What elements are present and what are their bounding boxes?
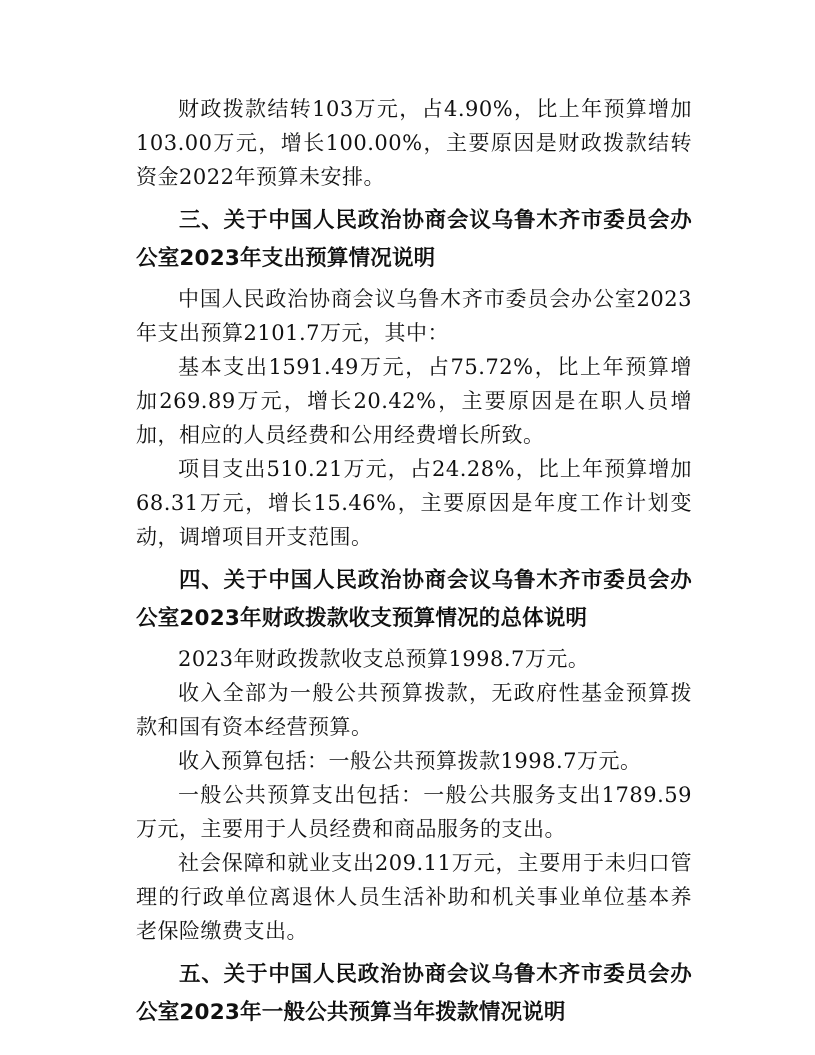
- section-heading-expenditure-budget: 三、关于中国人民政治协商会议乌鲁木齐市委员会办公室2023年支出预算情况说明: [136, 208, 692, 271]
- paragraph-income-composition: 收入全部为一般公共预算拨款，无政府性基金预算拨款和国有资本经营预算。: [136, 681, 692, 739]
- document-body: [136, 92, 692, 1036]
- section-heading-current-year-appropriation: 五、关于中国人民政治协商会议乌鲁木齐市委员会办公室2023年一般公共预算当年拨款情况说明: [136, 962, 692, 1025]
- paragraph-public-service-expenditure: 一般公共预算支出包括：一般公共服务支出1789.59万元，主要用于人员经费和商品服务的支出。: [136, 783, 692, 841]
- paragraph-project-expenditure: 项目支出510.21万元，占24.28%，比上年预算增加68.31万元，增长15.46%，主要原因是年度工作计划变动，调增项目开支范围。: [136, 457, 692, 549]
- paragraph-basic-expenditure: 基本支出1591.49万元，占75.72%，比上年预算增加269.89万元，增长20.42%，主要原因是在职人员增加，相应的人员经费和公用经费增长所致。: [136, 355, 692, 447]
- paragraph-fiscal-total: 2023年财政拨款收支总预算1998.7万元。: [178, 647, 590, 671]
- section-heading-fiscal-overview: 四、关于中国人民政治协商会议乌鲁木齐市委员会办公室2023年财政拨款收支预算情况的总体说明: [136, 568, 692, 631]
- paragraph-fiscal-carryover: 财政拨款结转103万元，占4.90%，比上年预算增加103.00万元，增长100.00%，主要原因是财政拨款结转资金2022年预算未安排。: [136, 97, 692, 189]
- paragraph-income-budget: 收入预算包括：一般公共预算拨款1998.7万元。: [178, 749, 642, 773]
- paragraph-expenditure-total: 中国人民政治协商会议乌鲁木齐市委员会办公室2023年支出预算2101.7万元，其中：: [136, 287, 692, 345]
- paragraph-social-security-expenditure: 社会保障和就业支出209.11万元，主要用于未归口管理的行政单位离退休人员生活补助和机关事业单位基本养老保险缴费支出。: [136, 851, 692, 943]
